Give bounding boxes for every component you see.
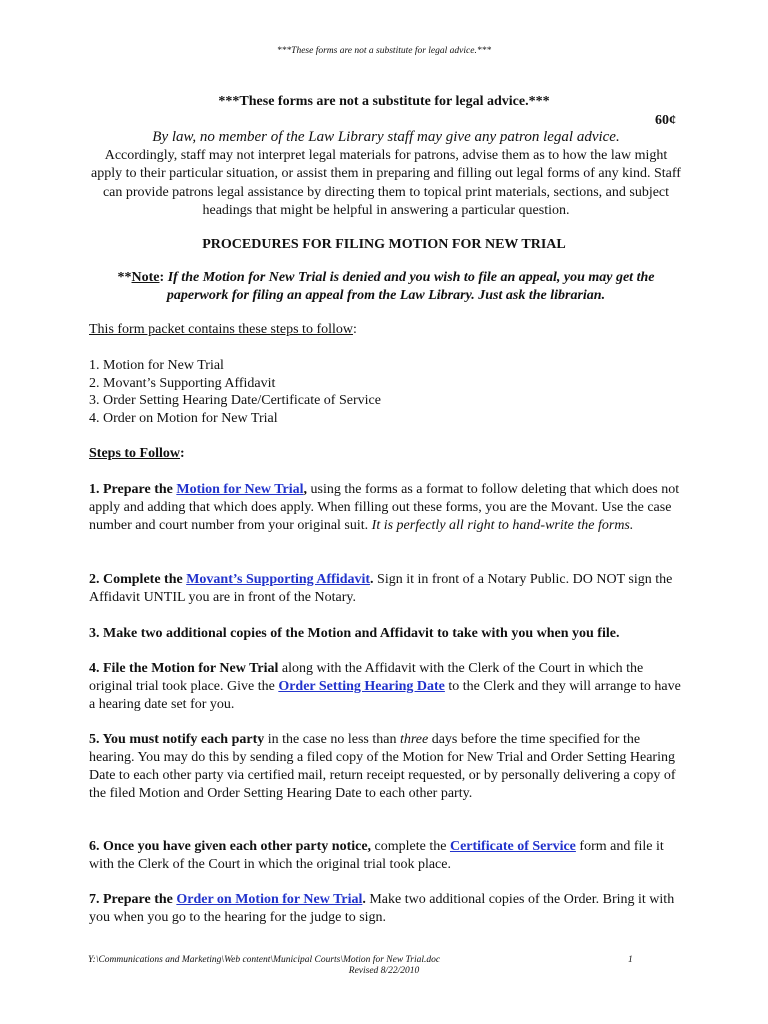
step-4-text-after: to the Clerk and they will arrange to have a hearing date set for you. [89,679,681,712]
procedures-title: PROCEDURES FOR FILING MOTION FOR NEW TRIAL [202,237,566,252]
step-7-punct: . [362,892,366,907]
certificate-of-service-link[interactable]: Certificate of Service [449,839,576,854]
list-item: 4. Order on Motion for New Trial [89,410,278,426]
footer-page-number: 1 [628,955,633,965]
packet-intro-colon: : [353,322,357,337]
footer-revised-date: Revised 8/22/2010 [348,966,420,976]
step-6 [89,838,681,874]
note-prefix: ** [117,270,132,285]
step-2 [89,571,681,607]
steps-heading [89,446,185,462]
step-4-lead: 4. File the Motion for New Trial [89,661,279,676]
step-5-text-after: days before the time specified for the hearing. You may do this by sending a filed copy of the Motion for New Trial and Order Setting Hearing Date to each other party via certified mail, return receipt requested, or by personally delivering a copy of the filed Motion and Order Setting Hearing Date to each other party. [89,732,676,801]
step-7-lead: 7. Prepare the [89,892,177,907]
step-1-text: using the forms as a format to follow deleting that which does not apply and adding that which does apply. When filling out these forms, you are the Movant. Use the case number and court number from your original suit. [89,482,680,533]
steps-heading-text: Steps to Follow [89,446,180,461]
step-5-lead: 5. You must notify each party [89,732,265,747]
policy-lead: By law, no member of the Law Library staff may give any patron legal advice. [152,129,620,145]
note-text: If the Motion for New Trial is denied and you wish to file an appeal, you may get the paperwork for filing an appeal from the Law Library. Just ask the librarian. [164,270,655,303]
steps-heading-colon: : [180,446,185,461]
step-6-text-after: form and file it with the Clerk of the Court in which the original trial took place. [89,839,664,872]
step-1 [89,481,681,535]
step-1-lead: 1. Prepare the [89,482,177,497]
price-label: 60¢ [655,113,676,128]
step-7 [89,891,681,927]
packet-list [89,357,381,427]
note-paragraph [88,269,684,305]
list-item: 3. Order Setting Hearing Date/Certificate of Service [89,393,381,409]
step-6-text: complete the [371,839,450,854]
policy-body: Accordingly, staff may not interpret legal materials for patrons, advise them as to how the law might apply to their particular situation, or assist them in preparing and filling out legal forms of any kind. Staff can provide patrons legal assistance by directing them to topical print materials, sections, and subject headings that might be helpful in answering a particular question. [91,148,681,218]
footer-file-path: Y:\Communications and Marketing\Web content\Municipal Courts\Motion for New Trial.doc [88,955,441,965]
step-5-text: in the case no less than [264,732,400,747]
movants-supporting-affidavit-link[interactable]: Movant’s Supporting Affidavit [186,572,371,587]
step-6-lead: 6. Once you have given each other party notice, [89,839,372,854]
note-colon: : [159,270,165,285]
step-2-text: Sign it in front of a Notary Public. DO NOT sign the Affidavit UNTIL you are in front of the Notary. [89,572,673,605]
packet-intro-text: This form packet contains these steps to follow [89,322,353,337]
order-setting-hearing-date-link[interactable]: Order Setting Hearing Date [278,679,445,694]
step-5-italic: three [399,732,429,747]
running-header: ***These forms are not a substitute for legal advice.*** [276,46,492,56]
step-1-punct: , [303,482,308,497]
step-4 [89,660,681,714]
step-3 [89,625,681,643]
step-5 [89,731,681,803]
note-label: Note [131,270,160,285]
step-7-text: Make two additional copies of the Order. Bring it with you when you go to the hearing for the judge to sign. [89,892,675,925]
step-2-punct: . [370,572,374,587]
step-4-text: along with the Affidavit with the Clerk of the Court in which the original trial took place. Give the [89,661,644,694]
list-item: 2. Movant’s Supporting Affidavit [89,375,276,391]
packet-intro [89,322,357,338]
disclaimer-title: ***These forms are not a substitute for legal advice.*** [218,94,550,109]
list-item: 1. Motion for New Trial [89,358,224,373]
motion-for-new-trial-link[interactable]: Motion for New Trial [176,482,304,497]
step-1-italic: It is perfectly all right to hand-write the forms. [371,518,634,533]
policy-statement [88,128,684,220]
step-2-lead: 2. Complete the [89,572,187,587]
order-on-motion-for-new-trial-link[interactable]: Order on Motion for New Trial [176,892,363,907]
step-3-lead: 3. Make two additional copies of the Motion and Affidavit to take with you when you file. [89,626,620,641]
